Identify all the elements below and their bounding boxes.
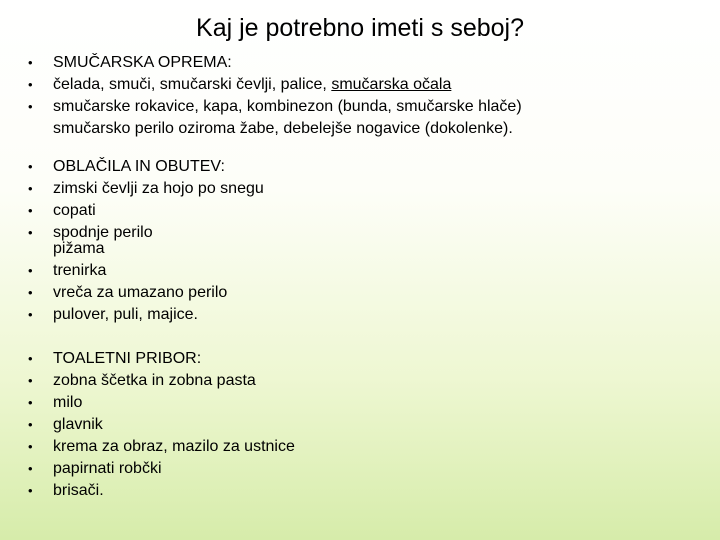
list-item-text: vreča za umazano perilo bbox=[53, 284, 228, 301]
bullet: • bbox=[28, 77, 33, 92]
list-item-text: brisači. bbox=[53, 482, 104, 499]
list-item bbox=[28, 74, 708, 96]
underlined-text: smučarska očala bbox=[331, 76, 452, 93]
list-item-text-part: čelada, smuči, smučarski čevlji, palice, bbox=[53, 76, 332, 93]
list-item-text: copati bbox=[53, 202, 96, 219]
section-clothing bbox=[28, 156, 708, 326]
list-item-text: smučarsko perilo oziroma žabe, debelejše nogavice (dokolenke). bbox=[53, 120, 513, 137]
bullet: • bbox=[28, 461, 33, 476]
list-item-text: pižama bbox=[53, 240, 105, 257]
section-heading: OBLAČILA IN OBUTEV: bbox=[53, 158, 225, 175]
list-item bbox=[28, 200, 708, 222]
page-title: Kaj je potrebno imeti s seboj? bbox=[196, 14, 524, 42]
bullet: • bbox=[28, 307, 33, 322]
list-item-text: pulover, puli, majice. bbox=[53, 306, 198, 323]
list-item-continuation bbox=[28, 238, 708, 260]
bullet: • bbox=[28, 225, 33, 240]
bullet: • bbox=[28, 181, 33, 196]
bullet: • bbox=[28, 203, 33, 218]
list-item bbox=[28, 282, 708, 304]
list-item bbox=[28, 348, 708, 370]
list-item-text: zobna ščetka in zobna pasta bbox=[53, 372, 256, 389]
list-item-text: trenirka bbox=[53, 262, 107, 279]
section-heading: SMUČARSKA OPREMA: bbox=[53, 54, 232, 71]
list-item bbox=[28, 414, 708, 436]
list-item-text: zimski čevlji za hojo po snegu bbox=[53, 180, 264, 197]
list-item bbox=[28, 304, 708, 326]
bullet: • bbox=[28, 395, 33, 410]
section-heading: TOALETNI PRIBOR: bbox=[53, 350, 202, 367]
bullet: • bbox=[28, 439, 33, 454]
bullet: • bbox=[28, 159, 33, 174]
list-item bbox=[28, 222, 708, 241]
list-item bbox=[28, 480, 708, 502]
bullet: • bbox=[28, 99, 33, 114]
list-item-text: milo bbox=[53, 394, 83, 411]
list-item bbox=[28, 370, 708, 392]
section-toiletries bbox=[28, 348, 708, 502]
list-item-text: krema za obraz, mazilo za ustnice bbox=[53, 438, 295, 455]
list-item bbox=[28, 260, 708, 282]
list-item bbox=[28, 52, 708, 74]
bullet: • bbox=[28, 55, 33, 70]
bullet: • bbox=[28, 373, 33, 388]
list-item-text bbox=[53, 74, 451, 96]
list-item bbox=[28, 156, 708, 178]
list-item bbox=[28, 96, 708, 118]
list-item-text: smučarske rokavice, kapa, kombinezon (bunda, smučarske hlače) bbox=[53, 98, 522, 115]
list-item-text: papirnati robčki bbox=[53, 460, 162, 477]
list-item bbox=[28, 178, 708, 200]
list-item bbox=[28, 458, 708, 480]
list-item bbox=[28, 436, 708, 458]
section-ski-equipment bbox=[28, 52, 708, 140]
list-item-text: spodnje perilo bbox=[53, 224, 153, 241]
list-item-text: glavnik bbox=[53, 416, 103, 433]
bullet: • bbox=[28, 263, 33, 278]
list-item-continuation bbox=[28, 118, 708, 140]
bullet: • bbox=[28, 285, 33, 300]
bullet: • bbox=[28, 417, 33, 432]
bullet: • bbox=[28, 351, 33, 366]
list-item bbox=[28, 392, 708, 414]
bullet: • bbox=[28, 483, 33, 498]
